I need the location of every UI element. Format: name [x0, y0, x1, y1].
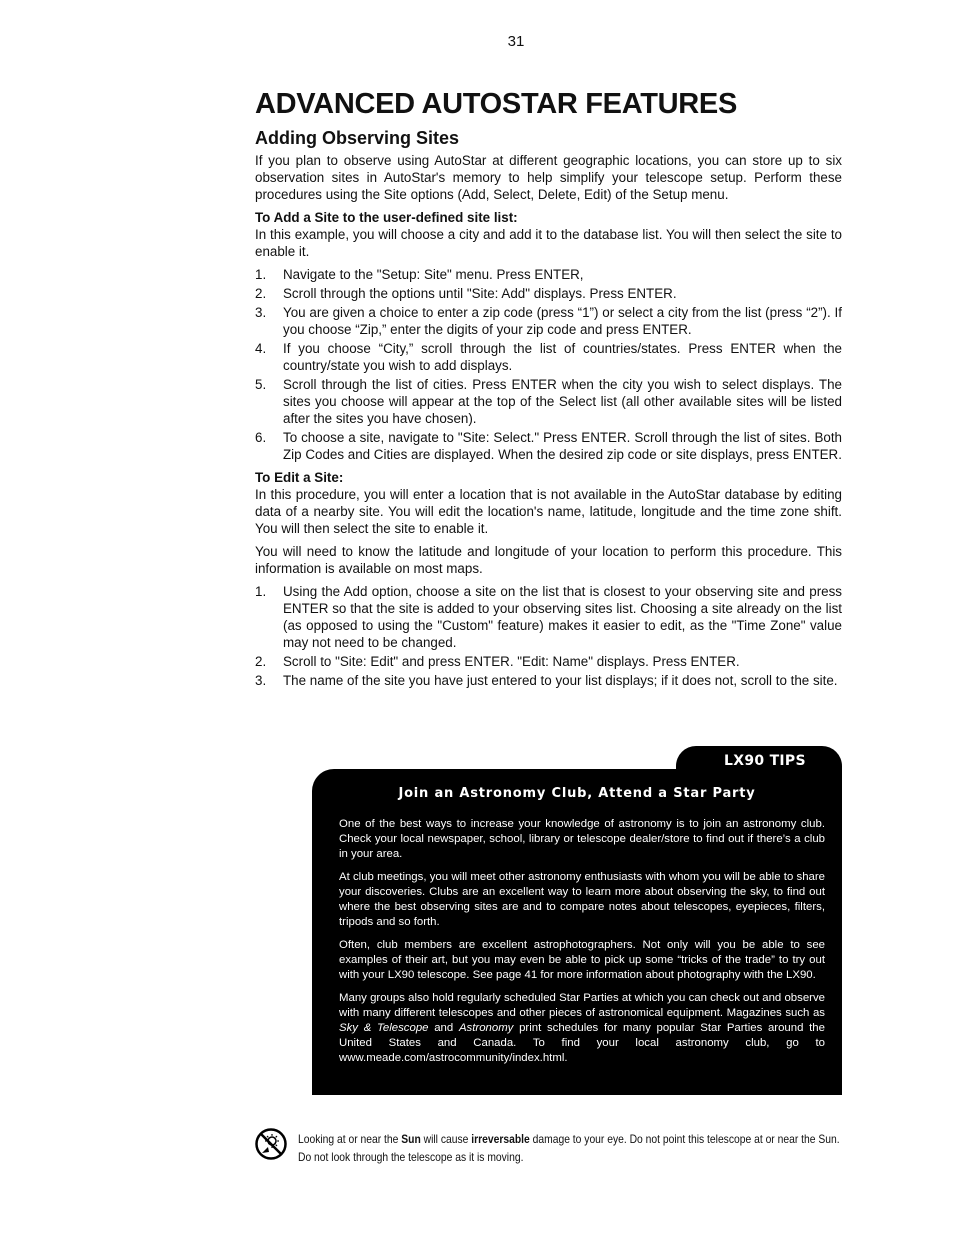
tips-paragraph-4: Many groups also hold regularly scheduled Star Parties at which you can check out and observe with many different telescopes and other pieces of astronomical equipment. Magazines such as Sky & Telescope and Astronomy print schedules for many popular Star Parties around the United States and Canada. To find your local astronomy club, go to www.meade.com/astrocommunity/index.html.	[339, 992, 825, 1064]
tips-title: Join an Astronomy Club, Attend a Star Party	[398, 786, 756, 801]
sun-warning: Looking at or near the Sun will cause irreversable damage to your eye. Do not point this telescope at or near the Sun. Do not look through the telescope as it is moving.	[298, 1132, 840, 1164]
edit-site-text-1: In this procedure, you will enter a location that is not available in the AutoStar database by editing data of a nearby site. You will edit the location's name, latitude, longitude and the time zone shift. You will then select the site to enable it.	[255, 487, 842, 536]
list-item: 4. If you choose “City,” scroll through the list of countries/states. Press ENTER when the country/state you wish to add displays.	[255, 341, 842, 373]
add-site-text: In this example, you will choose a city and add it to the database list. You will then select the site to enable it.	[255, 227, 842, 259]
edit-site-steps	[255, 583, 842, 689]
section-title: Adding Observing Sites	[255, 128, 460, 148]
page-title: ADVANCED AUTOSTAR FEATURES	[255, 88, 737, 120]
tips-tab-label: LX90 TIPS	[724, 753, 806, 769]
tips-box	[312, 769, 842, 1095]
add-site-steps	[255, 266, 842, 463]
list-item: 1. Navigate to the "Setup: Site" menu. Press ENTER,	[255, 267, 584, 282]
tips-paragraph-2: At club meetings, you will meet other astronomy enthusiasts with whom you will be able to share your discoveries. Clubs are an excellent way to learn more about observing the sky, to find out where the best observing sites are and to compare notes about telescopes, eyepieces, filters, tripods and so forth.	[339, 871, 825, 928]
list-item: 5. Scroll through the list of cities. Press ENTER when the city you wish to select displays. The sites you choose will appear at the top of the Select list (all other available sites will be listed after the sites you have chosen).	[255, 377, 842, 426]
list-item: 3. You are given a choice to enter a zip code (press “1”) or select a city from the list (press “2”). If you choose “Zip,” enter the digits of your zip code and press ENTER.	[255, 305, 842, 337]
tips-body	[339, 817, 825, 1074]
edit-site-text-2: You will need to know the latitude and longitude of your location to perform this procedure. This information is available on most maps.	[255, 544, 842, 576]
tips-paragraph-3: Often, club members are excellent astrophotographers. Not only will you be able to see examples of their art, but you may even be able to pick up some “tricks of the trade” to try out with your LX90 telescope. See page 41 for more information about photography with the LX90.	[339, 939, 825, 981]
list-item: 3. The name of the site you have just entered to your list displays; if it does not, scroll to the site.	[255, 673, 838, 688]
edit-site-heading: To Edit a Site:	[255, 470, 344, 485]
list-item: 2. Scroll to "Site: Edit" and press ENTER. "Edit: Name" displays. Press ENTER.	[255, 654, 740, 669]
list-item: 1. Using the Add option, choose a site on the list that is closest to your observing site and press ENTER so that the site is added to your observing sites list. Choosing a site already on the list (as opposed to using the "Custom" feature) makes it easier to edit, as the "Time Zone" value may not need to be changed.	[255, 584, 842, 650]
tips-paragraph-1: One of the best ways to increase your knowledge of astronomy is to join an astronomy club. Check your local newspaper, school, library or telescope dealer/store to find out if there’s a club in your area.	[339, 818, 825, 860]
add-site-heading: To Add a Site to the user-defined site list:	[255, 210, 518, 225]
no-sun-viewing-icon	[255, 1128, 287, 1160]
list-item: 2. Scroll through the options until "Site: Add" displays. Press ENTER.	[255, 286, 677, 301]
main-content	[255, 86, 842, 693]
intro-paragraph: If you plan to observe using AutoStar at different geographic locations, you can store up to six observation sites in AutoStar's memory to help simplify your telescope setup. Perform these procedures using the Site options (Add, Select, Delete, Edit) of the Setup menu.	[255, 153, 842, 202]
list-item: 6. To choose a site, navigate to "Site: Select." Press ENTER. Scroll through the list of sites. Both Zip Codes and Cities are displayed. When the desired zip code or site displays, press ENTER.	[255, 430, 842, 462]
page-number: 31	[507, 33, 525, 50]
